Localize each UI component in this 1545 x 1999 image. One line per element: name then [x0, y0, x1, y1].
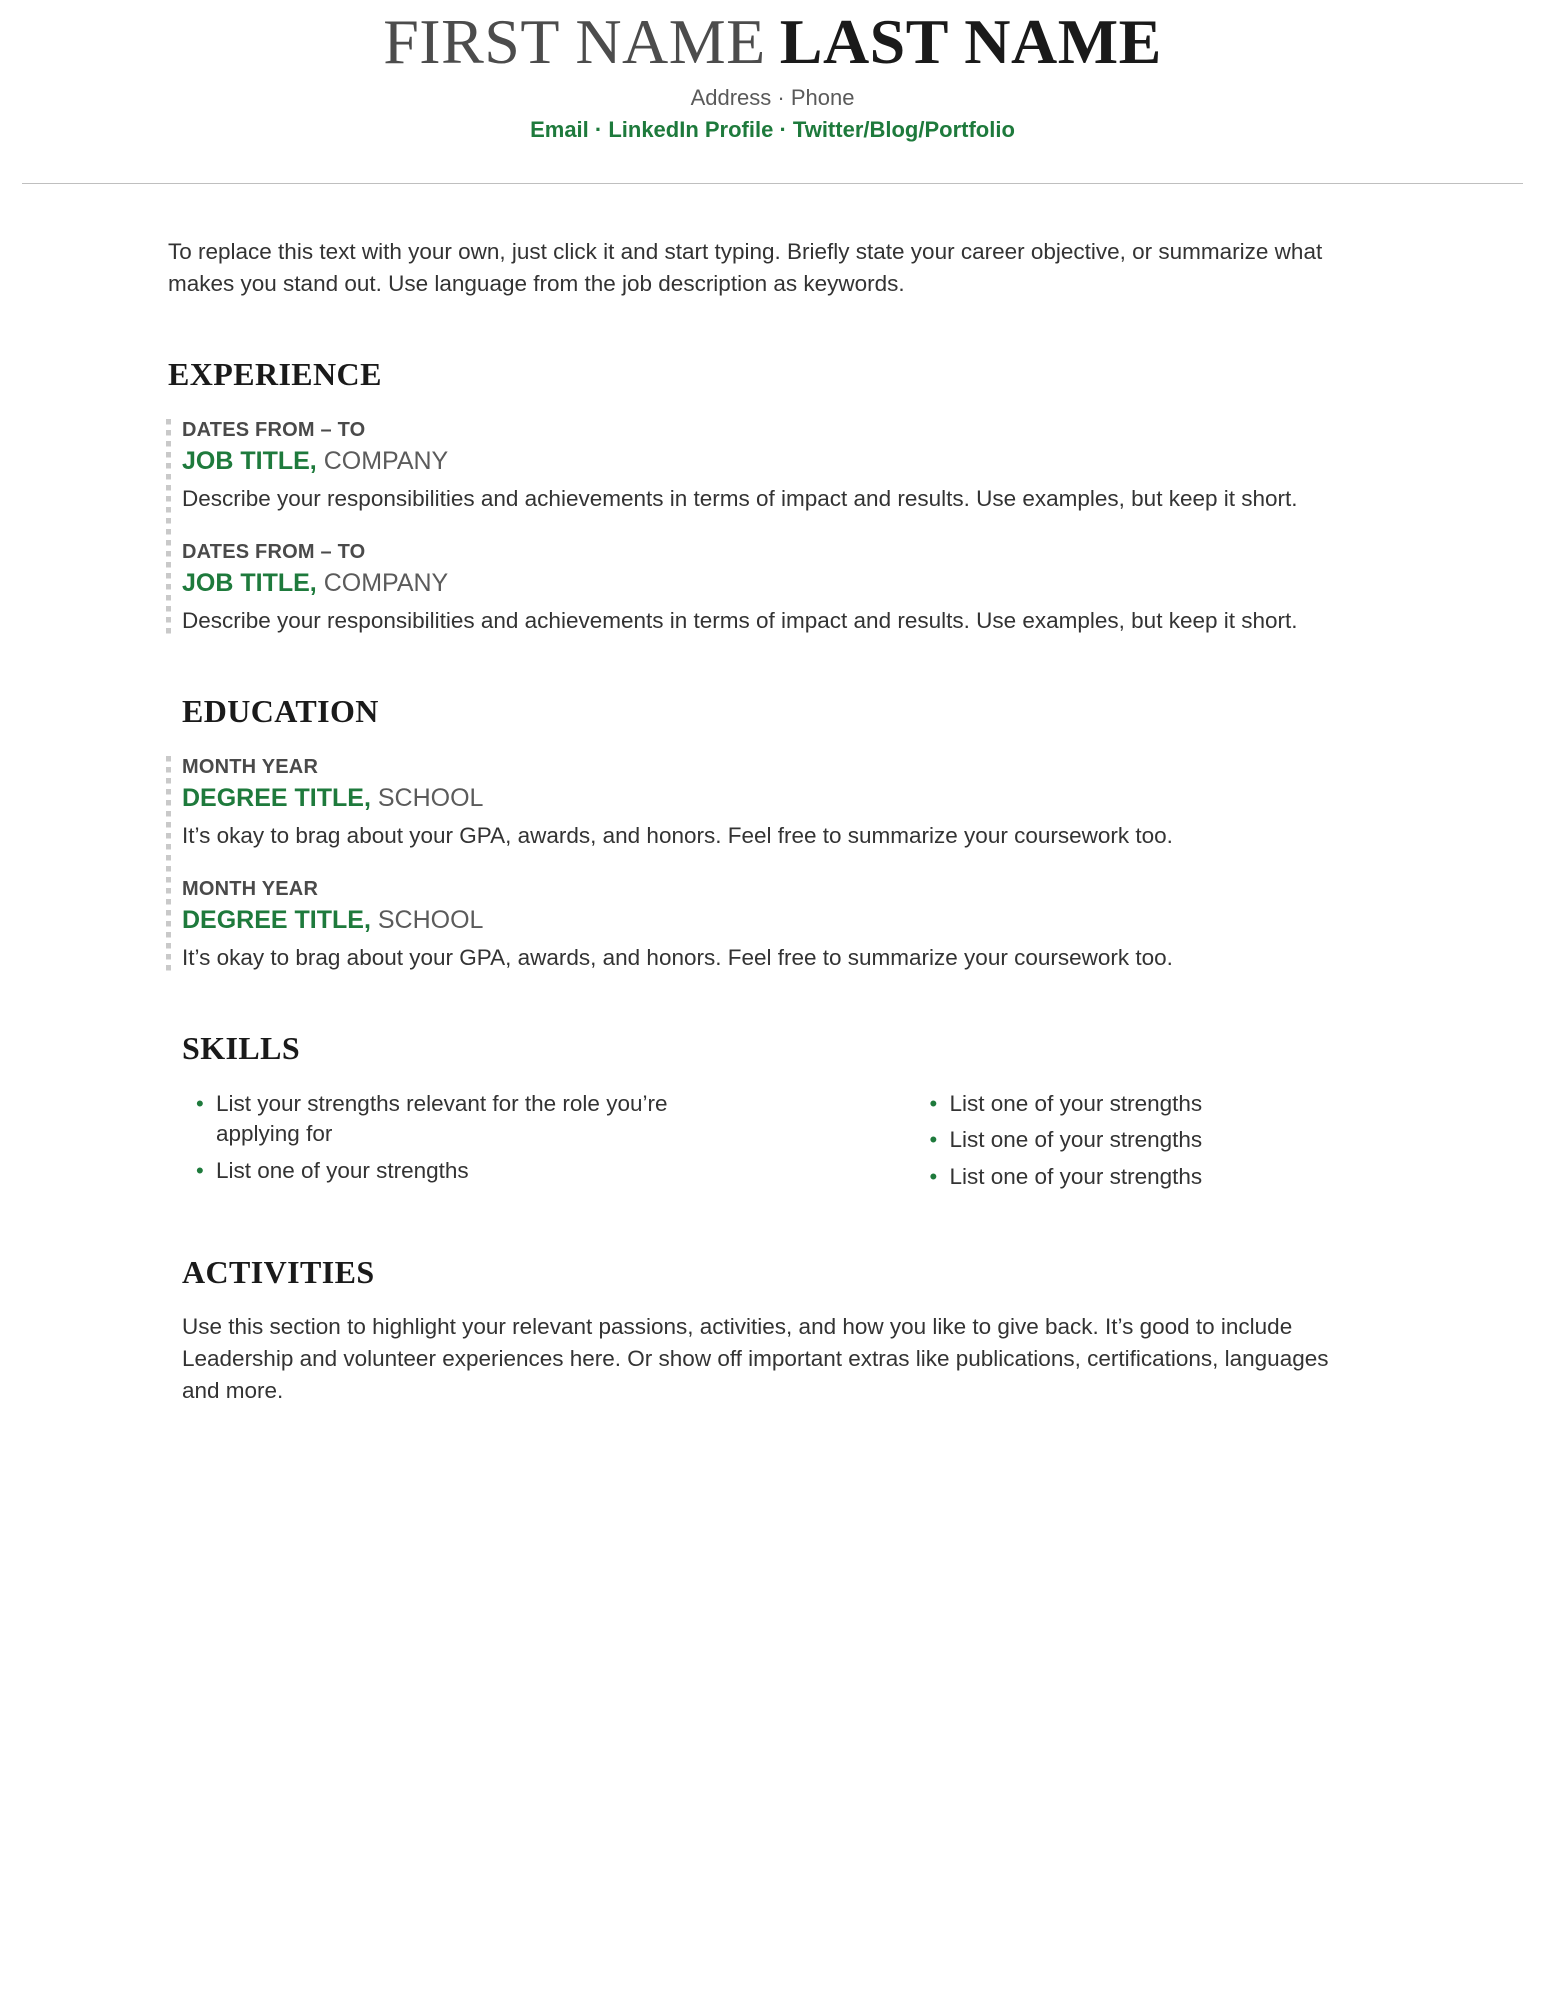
entry-degree[interactable]: DEGREE TITLE, [182, 905, 371, 934]
career-objective-paragraph[interactable]: To replace this text with your own, just click it and start typing. Briefly state your career objective, or summarize what makes you stand out. Use language from the job description as keywords. [168, 239, 1323, 297]
section-title-education: EDUCATION [182, 692, 379, 729]
list-item[interactable] [916, 1089, 1490, 1119]
entry-description[interactable]: Describe your responsibilities and achievements in terms of impact and results. Use examples, but keep it short. [182, 486, 1298, 512]
skills-columns [56, 1089, 1489, 1198]
entry-description[interactable]: It’s okay to brag about your GPA, awards, and honors. Feel free to summarize your coursework too. [182, 944, 1173, 970]
entry-dates[interactable]: DATES FROM – TO [182, 419, 366, 442]
resume-header [0, 0, 1545, 184]
education-entry [182, 756, 1489, 852]
skill-text[interactable]: List your strengths relevant for the role you’re applying for [216, 1090, 668, 1147]
experience-entry [182, 419, 1489, 515]
bullet-icon: • [196, 1090, 204, 1116]
experience-entry [182, 541, 1489, 637]
contact-address-phone[interactable]: Address · Phone [690, 85, 855, 111]
entry-description[interactable]: It’s okay to brag about your GPA, awards, and honors. Feel free to summarize your coursework too. [182, 822, 1173, 848]
education-entries [56, 756, 1489, 974]
entry-heading [182, 447, 1489, 476]
section-title-experience: EXPERIENCE [168, 356, 382, 393]
entry-dates[interactable]: MONTH YEAR [182, 877, 319, 900]
entry-role[interactable]: JOB TITLE, [182, 569, 317, 597]
dotted-rule-icon [166, 756, 171, 974]
bullet-icon: • [929, 1127, 938, 1153]
entry-org[interactable]: COMPANY [323, 569, 449, 597]
contact-links[interactable]: Email · LinkedIn Profile · Twitter/Blog/Portfolio [530, 117, 1015, 143]
last-name: LAST NAME [779, 6, 1162, 77]
skill-text[interactable]: List one of your strengths [949, 1090, 1203, 1116]
entry-heading [182, 569, 1489, 598]
section-activities [56, 1254, 1489, 1407]
education-entry [182, 878, 1489, 974]
entry-school[interactable]: SCHOOL [377, 905, 484, 934]
entry-dates[interactable]: MONTH YEAR [182, 755, 319, 778]
skill-text[interactable]: List one of your strengths [216, 1157, 469, 1183]
entry-degree[interactable]: DEGREE TITLE, [182, 783, 371, 812]
header-divider [22, 183, 1523, 184]
section-skills [56, 1030, 1489, 1198]
skills-column-left [182, 1089, 836, 1198]
entry-org[interactable]: COMPANY [323, 447, 449, 476]
list-item[interactable] [182, 1089, 836, 1150]
bullet-icon: • [929, 1163, 938, 1189]
entry-role[interactable]: JOB TITLE, [182, 447, 317, 476]
skill-text[interactable]: List one of your strengths [949, 1127, 1203, 1153]
activities-paragraph[interactable]: Use this section to highlight your relevant passions, activities, and how you like to give back. It’s good to include Leadership and volunteer experiences here. Or show off important extras like publications, certifications, languages and more. [182, 1313, 1329, 1403]
list-item[interactable] [916, 1125, 1490, 1155]
list-item[interactable] [916, 1162, 1490, 1192]
entry-description[interactable]: Describe your responsibilities and achievements in terms of impact and results. Use examples, but keep it short. [182, 608, 1298, 633]
entry-heading [182, 784, 1489, 813]
skill-text[interactable]: List one of your strengths [949, 1163, 1203, 1189]
section-title-activities: ACTIVITIES [182, 1253, 375, 1290]
dotted-rule-icon [166, 419, 171, 637]
entry-school[interactable]: SCHOOL [377, 783, 484, 812]
list-item[interactable] [182, 1156, 836, 1186]
entry-heading [182, 906, 1489, 935]
section-experience [56, 356, 1489, 637]
bullet-icon: • [929, 1090, 938, 1116]
experience-entries [56, 419, 1489, 637]
full-name[interactable] [0, 8, 1545, 75]
skills-column-right [836, 1089, 1490, 1198]
resume-body [0, 236, 1545, 1407]
entry-dates[interactable]: DATES FROM – TO [182, 541, 366, 563]
section-education [56, 693, 1489, 974]
bullet-icon: • [196, 1157, 204, 1183]
section-title-skills: SKILLS [182, 1029, 301, 1066]
first-name: FIRST NAME [383, 6, 766, 77]
